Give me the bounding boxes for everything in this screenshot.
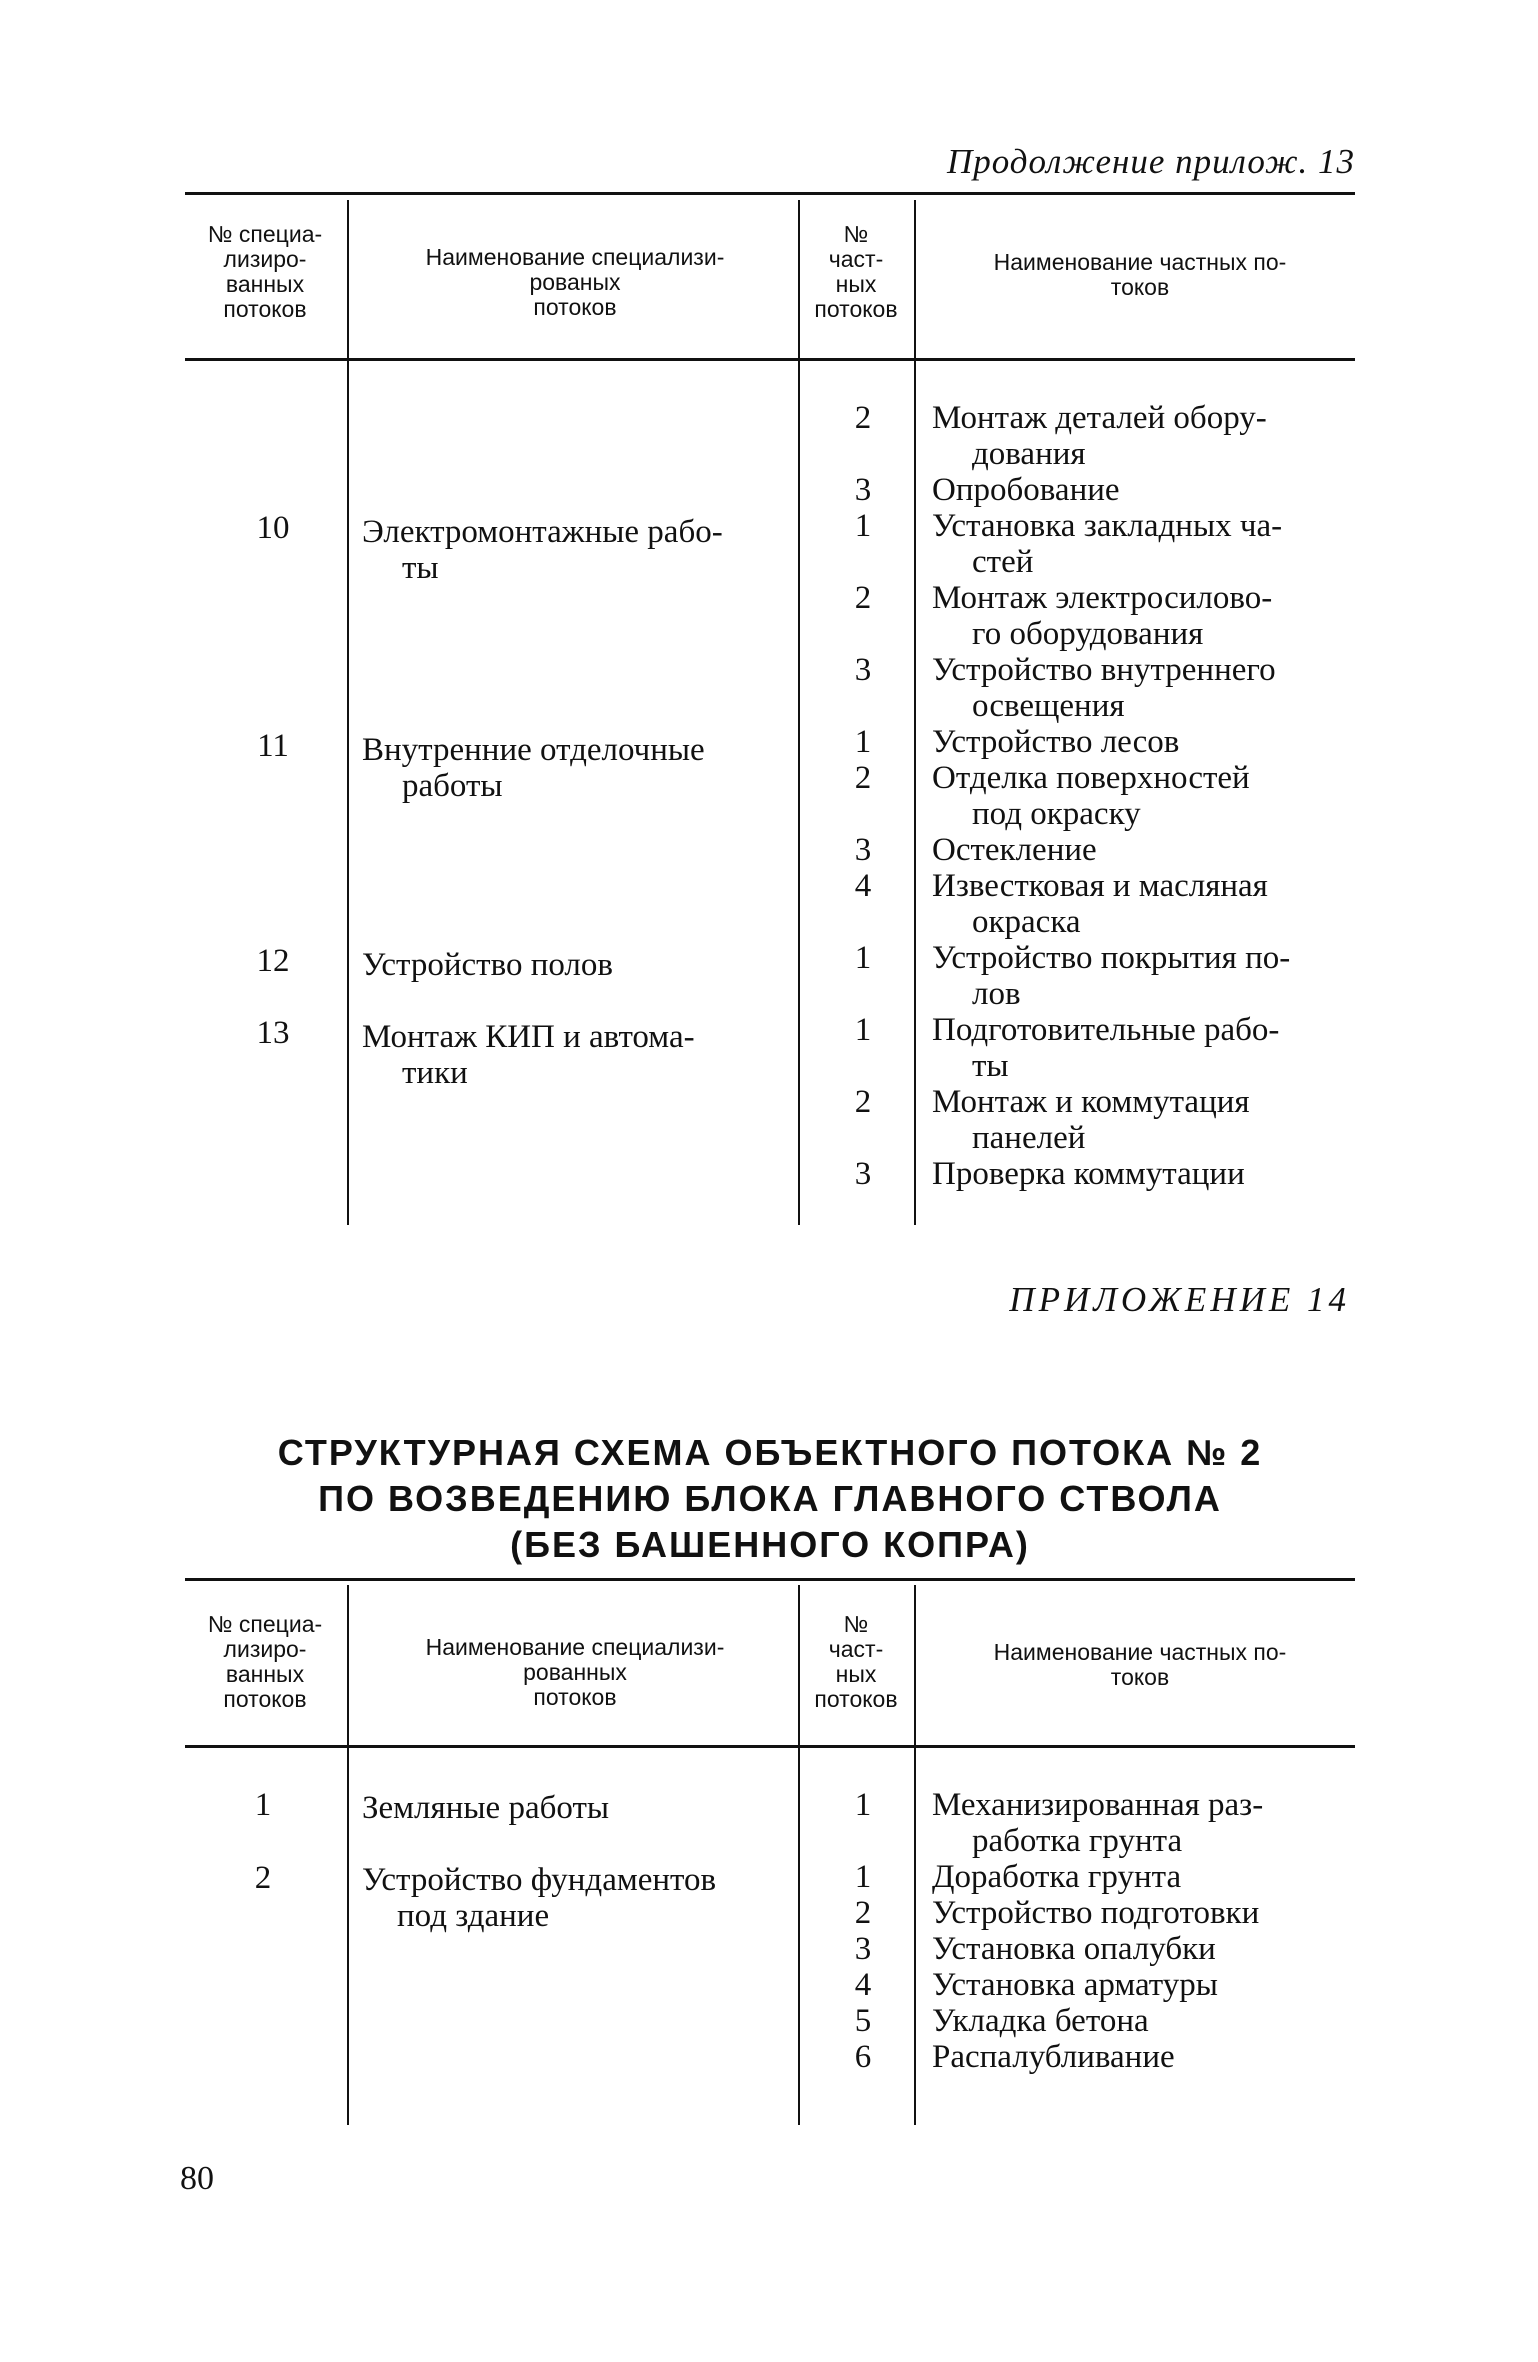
t2-h1-line: ванных <box>225 1661 305 1687</box>
t1-part-name <box>932 760 1357 832</box>
t1-col-divider <box>798 200 800 1225</box>
t2-header-col3 <box>800 1612 912 1712</box>
t1-part-name <box>932 1012 1357 1084</box>
t2-part-name <box>932 2039 1357 2075</box>
t2-part-name <box>932 1931 1357 1967</box>
t2-h1-line: лизиро- <box>223 1636 307 1662</box>
t1-part-line: Устройство лесов <box>932 724 1180 760</box>
t2-h3-line: потоков <box>814 1686 898 1712</box>
t1-part-name <box>932 868 1357 940</box>
t2-h4-line: Наименование частных по- <box>993 1639 1287 1665</box>
t1-spec-line: Электромонтажные рабо- <box>362 514 723 550</box>
title-line: ПО ВОЗВЕДЕНИЮ БЛОКА ГЛАВНОГО СТВОЛА <box>318 1478 1222 1519</box>
t1-part-number: 2 <box>854 400 872 436</box>
t2-header-col1 <box>185 1612 345 1712</box>
t2-h2-line: рованных <box>523 1659 627 1685</box>
t2-part-line: Установка арматуры <box>932 1967 1218 2003</box>
t2-part-number: 5 <box>854 2003 872 2039</box>
t2-spec-line: под здание <box>397 1898 550 1934</box>
t1-row-name <box>362 1019 792 1091</box>
t2-part-name <box>932 1895 1357 1931</box>
t2-part-number: 3 <box>854 1931 872 1967</box>
title-line: СТРУКТУРНАЯ СХЕМА ОБЪЕКТНОГО ПОТОКА № 2 <box>277 1432 1263 1473</box>
t1-row-name <box>362 732 792 804</box>
t1-part-line: Монтаж деталей обору- <box>932 400 1267 436</box>
t2-h3-line: част- <box>828 1636 884 1662</box>
t1-part-line: стей <box>972 544 1034 580</box>
t1-part-number: 1 <box>854 940 872 976</box>
t1-row-number: 13 <box>256 1015 290 1051</box>
t1-h2-line: Наименование специализи- <box>425 244 725 270</box>
t2-col-divider <box>914 1585 916 2125</box>
t1-h3-line: № <box>843 221 869 247</box>
t1-part-line: Подготовительные рабо- <box>932 1012 1280 1048</box>
t1-part-name <box>932 1084 1357 1156</box>
t2-part-name <box>932 1967 1357 2003</box>
t1-spec-line: Монтаж КИП и автома- <box>362 1019 695 1055</box>
t2-h1-line: № специа- <box>207 1611 323 1637</box>
t1-part-name <box>932 580 1357 652</box>
t1-header-col2 <box>355 245 795 320</box>
t2-h3-line: № <box>843 1611 869 1637</box>
t1-part-line: го оборудования <box>972 616 1204 652</box>
t1-row-number: 10 <box>256 510 290 546</box>
t1-part-line: Проверка коммутации <box>932 1156 1245 1192</box>
t2-part-number: 1 <box>854 1859 872 1895</box>
t1-spec-line: Внутренние отделочные <box>362 732 705 768</box>
t1-part-number: 4 <box>854 868 872 904</box>
t1-part-number: 2 <box>854 1084 872 1120</box>
t1-h1-line: потоков <box>223 296 307 322</box>
t1-h1-line: лизиро- <box>223 246 307 272</box>
t1-part-line: Установка закладных ча- <box>932 508 1283 544</box>
t2-col-divider <box>798 1585 800 2125</box>
t1-part-name <box>932 400 1357 472</box>
t1-part-number: 3 <box>854 832 872 868</box>
t1-part-line: Известковая и масляная <box>932 868 1268 904</box>
t1-part-line: ты <box>972 1048 1009 1084</box>
t1-part-line: панелей <box>972 1120 1086 1156</box>
t1-spec-line: Устройство полов <box>362 947 613 983</box>
t1-header-col4 <box>925 250 1355 300</box>
t1-part-line: Отделка поверхностей <box>932 760 1250 796</box>
t2-part-name <box>932 1859 1357 1895</box>
t1-part-line: Остекление <box>932 832 1097 868</box>
t1-h3-line: потоков <box>814 296 898 322</box>
title-line: (БЕЗ БАШЕННОГО КОПРА) <box>510 1524 1030 1565</box>
t1-header-col1 <box>185 222 345 322</box>
table-1-top-rule <box>185 192 1355 195</box>
t2-part-number: 6 <box>854 2039 872 2075</box>
t1-part-name <box>932 724 1357 760</box>
t2-row-name <box>362 1862 792 1934</box>
t1-spec-line: ты <box>402 550 439 586</box>
t1-part-line: Монтаж электросилово- <box>932 580 1273 616</box>
t2-part-name <box>932 1787 1357 1859</box>
t1-part-line: под окраску <box>972 796 1141 832</box>
t2-part-line: работка грунта <box>972 1823 1183 1859</box>
t1-part-name <box>932 508 1357 580</box>
t1-header-col3 <box>800 222 912 322</box>
t2-part-line: Распалубливание <box>932 2039 1175 2075</box>
t1-part-line: Монтаж и коммутация <box>932 1084 1250 1120</box>
t1-part-number: 2 <box>854 760 872 796</box>
t2-part-number: 4 <box>854 1967 872 2003</box>
t1-h2-line: рованых <box>529 269 621 295</box>
t2-part-line: Установка опалубки <box>932 1931 1216 1967</box>
t1-row-name <box>362 514 792 586</box>
t1-spec-line: работы <box>402 768 503 804</box>
t1-col-divider <box>914 200 916 1225</box>
t1-part-number: 1 <box>854 724 872 760</box>
t2-part-line: Механизированная раз- <box>932 1787 1264 1823</box>
page-number: 80 <box>180 2160 214 2197</box>
t2-row-number: 1 <box>254 1787 272 1823</box>
t1-part-name <box>932 832 1357 868</box>
t2-spec-line: Земляные работы <box>362 1790 610 1826</box>
t2-part-line: Устройство подготовки <box>932 1895 1260 1931</box>
t2-h2-line: Наименование специализи- <box>425 1634 725 1660</box>
t1-h3-line: част- <box>828 246 884 272</box>
t2-spec-line: Устройство фундаментов <box>362 1862 717 1898</box>
t1-part-number: 3 <box>854 1156 872 1192</box>
t1-part-number: 3 <box>854 652 872 688</box>
t2-part-name <box>932 2003 1357 2039</box>
t1-h4-line: Наименование частных по- <box>993 249 1287 275</box>
t2-row-name <box>362 1790 792 1826</box>
t2-h3-line: ных <box>835 1661 877 1687</box>
t2-row-number: 2 <box>254 1860 272 1896</box>
t1-h1-line: № специа- <box>207 221 323 247</box>
t2-header-col2 <box>355 1635 795 1710</box>
t2-part-number: 2 <box>854 1895 872 1931</box>
t1-row-number: 11 <box>257 728 289 764</box>
t1-part-name <box>932 472 1357 508</box>
t1-part-line: окраска <box>972 904 1081 940</box>
t2-col-divider <box>347 1585 349 2125</box>
t1-spec-line: тики <box>402 1055 468 1091</box>
t1-part-number: 1 <box>854 508 872 544</box>
t1-part-line: Устройство покрытия по- <box>932 940 1291 976</box>
t1-part-number: 3 <box>854 472 872 508</box>
t1-part-number: 2 <box>854 580 872 616</box>
t1-part-line: лов <box>972 976 1021 1012</box>
t2-part-line: Укладка бетона <box>932 2003 1149 2039</box>
t1-row-number: 12 <box>256 943 290 979</box>
appendix-title <box>180 1430 1360 1568</box>
t1-col-divider <box>347 200 349 1225</box>
t1-h1-line: ванных <box>225 271 305 297</box>
t1-h4-line: токов <box>1110 274 1170 300</box>
t1-row-name <box>362 947 792 983</box>
t2-h4-line: токов <box>1110 1664 1170 1690</box>
t1-h2-line: потоков <box>533 294 617 320</box>
t2-part-line: Доработка грунта <box>932 1859 1182 1895</box>
t2-header-col4 <box>925 1640 1355 1690</box>
t2-part-number: 1 <box>854 1787 872 1823</box>
t1-part-name <box>932 940 1357 1012</box>
t1-part-name <box>932 1156 1357 1192</box>
continuation-label: Продолжение прилож. 13 <box>946 142 1355 181</box>
t1-h3-line: ных <box>835 271 877 297</box>
table-2-top-rule <box>185 1578 1355 1581</box>
t1-part-name <box>932 652 1357 724</box>
t1-part-line: Устройство внутреннего <box>932 652 1276 688</box>
table-1-header-rule <box>185 358 1355 361</box>
t2-h2-line: потоков <box>533 1684 617 1710</box>
table-2-header-rule <box>185 1745 1355 1748</box>
t1-part-line: освещения <box>972 688 1125 724</box>
t1-part-line: Опробование <box>932 472 1120 508</box>
appendix-label: ПРИЛОЖЕНИЕ 14 <box>1009 1280 1350 1319</box>
t1-part-line: дования <box>972 436 1086 472</box>
t1-part-number: 1 <box>854 1012 872 1048</box>
t2-h1-line: потоков <box>223 1686 307 1712</box>
